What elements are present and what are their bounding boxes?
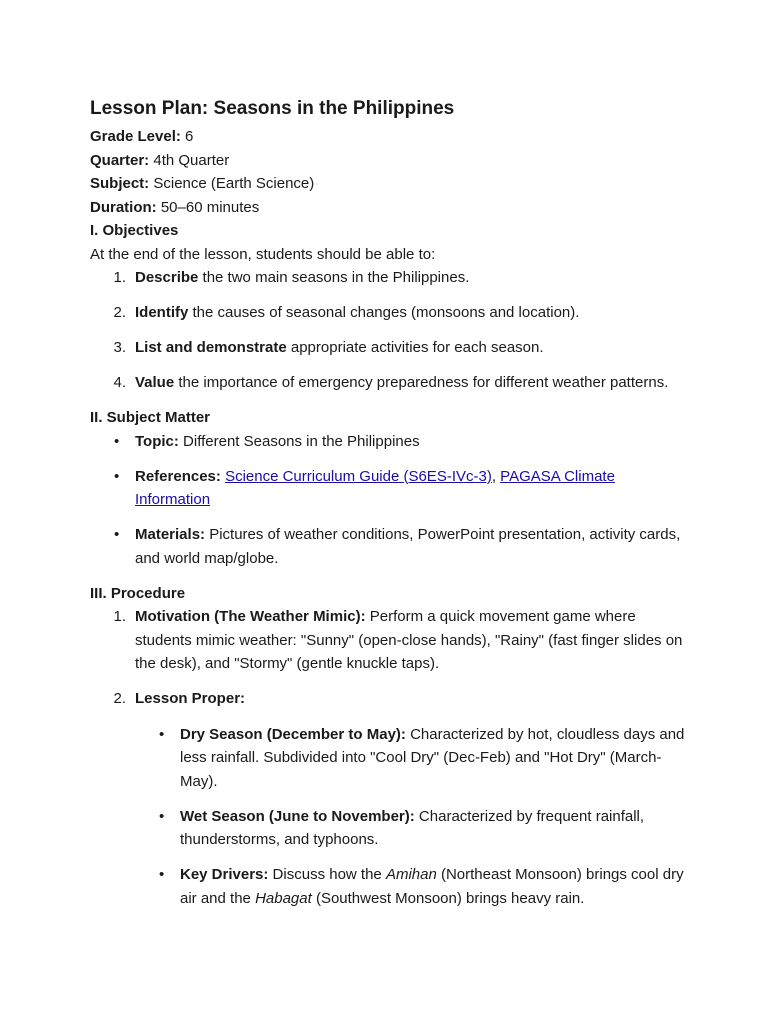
objectives-intro: At the end of the lesson, students should be able to: [90, 245, 436, 263]
meta-grade-level: Grade Level: 6 [90, 128, 194, 145]
bullet-icon: • [159, 866, 165, 883]
topic-item: • Topic: Different Seasons in the Philippines [90, 430, 690, 454]
references-item: • References: Science Curriculum Guide (S6ES-IVc-3), PAGASA Climate Information [90, 465, 690, 512]
meta-quarter: Quarter: 4th Quarter [90, 151, 230, 169]
bullet-icon: • [114, 432, 120, 450]
motivation-item: 1. Motivation (The Weather Mimic): Perform a quick movement game where students mimic weather: "Sunny" (open-close hands), "Rainy" (fast finger slides on the desk), and "Stormy" (gentle knuckle taps). [113, 608, 683, 672]
objective-item: 3. List and demonstrate appropriate activities for each season. [113, 339, 544, 356]
reference-link-curriculum-guide[interactable]: Science Curriculum Guide (S6ES-IVc-3) [225, 467, 492, 485]
subject-matter-list [90, 430, 690, 571]
meta-duration: Duration: 50–60 minutes [90, 198, 260, 216]
wet-season-item: • Wet Season (June to November): Characterized by frequent rainfall, thunderstorms, and typhoons. [135, 805, 690, 852]
procedure-heading: III. Procedure [90, 584, 186, 602]
document-page [90, 96, 690, 922]
objective-item: 2. Identify the causes of seasonal changes (monsoons and location). [113, 304, 580, 321]
meta-subject: Subject: Science (Earth Science) [90, 175, 315, 192]
subject-matter-heading: II. Subject Matter [90, 409, 211, 426]
objective-item: 4. Value the importance of emergency preparedness for different weather patterns. [113, 374, 669, 391]
bullet-icon: • [159, 807, 165, 825]
lesson-proper-sublist [135, 723, 690, 911]
bullet-icon: • [114, 526, 120, 543]
reference-link-pagasa[interactable]: PAGASA Climate Information [135, 467, 615, 508]
bullet-icon: • [159, 725, 165, 743]
page-title: Lesson Plan: Seasons in the Philippines [90, 98, 455, 119]
objectives-list [90, 266, 690, 395]
lesson-proper-item: 2. Lesson Proper: • Dry Season (December to May): Characterized by hot, cloudless days and less rainfall. Subdivided into "Cool Dry" (Dec-Feb) and "Hot Dry" (March-May). • Wet Season (June to November): Characterized by frequent rainfall, thunderstorms, and typhoons. • Key Drivers: Discuss how the Amihan (Northeast Monsoon) brings cool dry air and the Habagat (Southwest Monsoon) brings heavy rain. [90, 687, 690, 910]
materials-item: • Materials: Pictures of weather conditions, PowerPoint presentation, activity cards, and world map/globe. [90, 523, 690, 570]
key-drivers-item: • Key Drivers: Discuss how the Amihan (Northeast Monsoon) brings cool dry air and the Habagat (Southwest Monsoon) brings heavy rain. [135, 863, 690, 910]
objective-item: 1. Describe the two main seasons in the Philippines. [113, 269, 470, 286]
procedure-list [90, 605, 690, 910]
bullet-icon: • [114, 467, 120, 485]
dry-season-item: • Dry Season (December to May): Characterized by hot, cloudless days and less rainfall. Subdivided into "Cool Dry" (Dec-Feb) and "Hot Dry" (March-May). [135, 723, 690, 794]
objectives-heading: I. Objectives [90, 222, 179, 239]
